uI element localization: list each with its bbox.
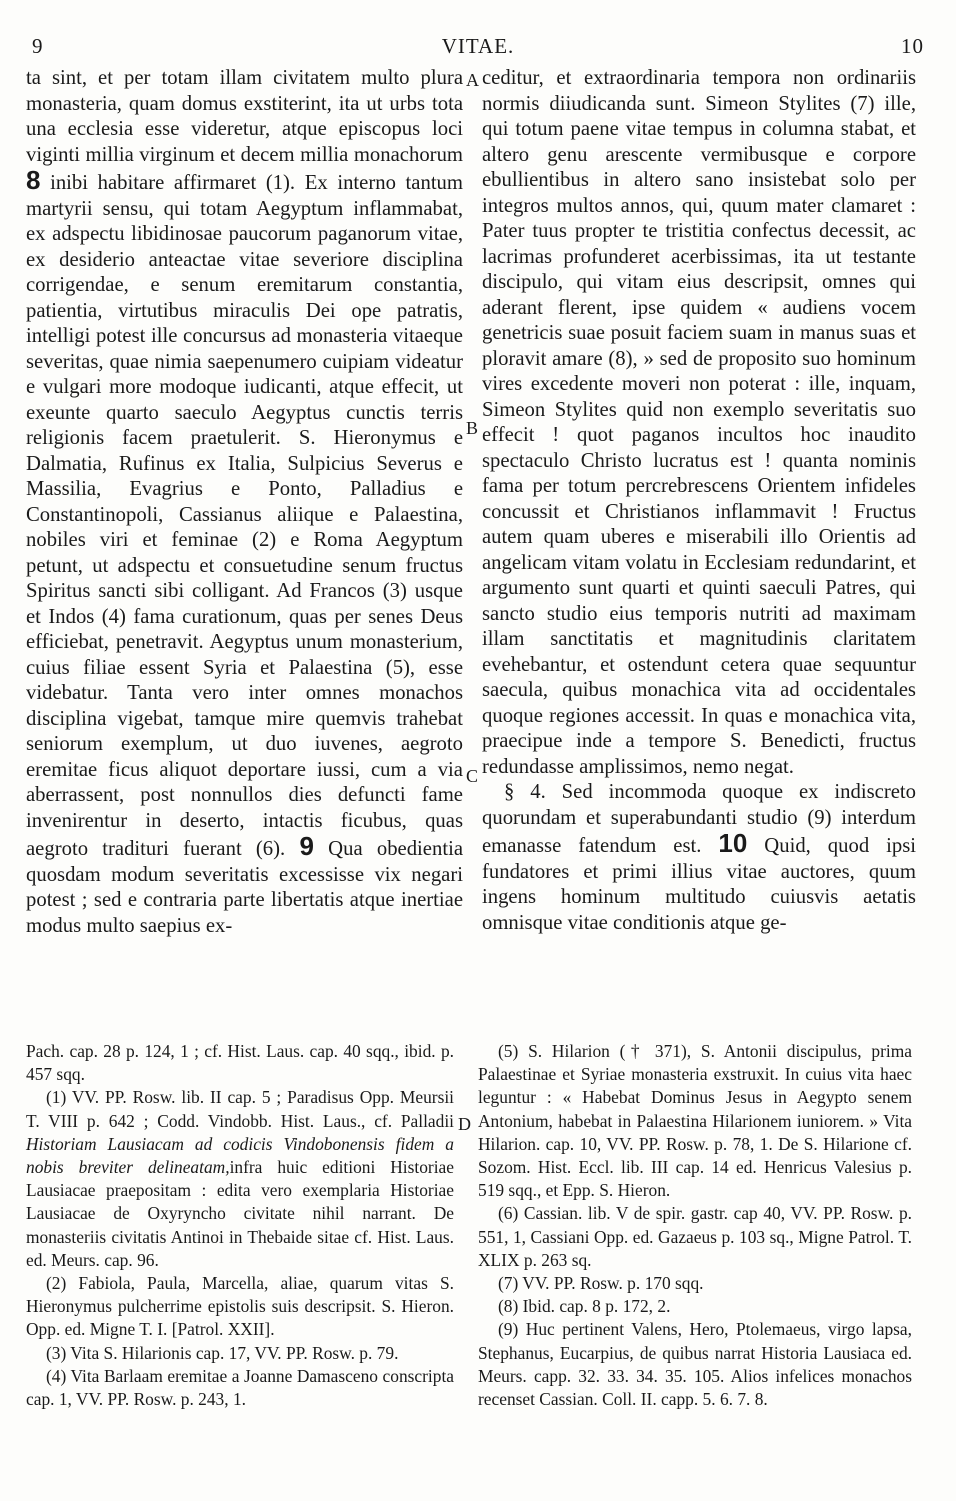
margin-marker-b: B <box>466 418 479 438</box>
right-column-paragraph-2 <box>482 780 916 936</box>
running-title: VITAE. <box>441 34 515 58</box>
footnote-1-text-a: (1) VV. PP. Rosw. lib. II cap. 5 ; Paradisus Opp. Meursii T. VIII p. 642 ; Codd. Vindobb. Hist. Laus., cf. Palladii <box>26 1087 454 1131</box>
footnote-2: (2) Fabiola, Paula, Marcella, aliae, quarum vitas S. Hieronymus pulcherrime epistolis suis descripsit. S. Hieron. Opp. ed. Migne T. I. [Patrol. XXII]. <box>26 1273 454 1340</box>
footnote-6: (6) Cassian. lib. V de spir. gastr. cap 40, VV. PP. Rosw. p. 551, 1, Cassiani Opp. ed. Gazaeus p. 103 sq., Migne Patrol. T. XLIX p. 263 sq. <box>478 1203 912 1270</box>
left-text-segment-2: inibi habitare affirmaret (1). Ex interno tantum martyrii sensu, qui totam Aegyptum inflammabat, ex adspectu libidinosae paucorum paganorum vitae, ex desiderio anteactae vitae severiore disciplina corrigendae, e senum eremitarum constantia, patientia, virtutibus miraculis Dei ope patratis, intelligi potest ille concursus ad monasteria vitaeque severitas, quae nimia saepenumero cuipiam videatur e vulgari more modoque iudicanti, atque effecit, ut exeunte quarto saeculo Aegyptus cunctis terris religionis facem praetulerit. S. Hieronymus e Dalmatia, Rufinus ex Italia, Sulpicius Severus e Massilia, Evagrius e Ponto, Palladius e Constantinopoli, Cassianus aliique e Palaestina, nobiles viri et feminae (2) e Roma Aegyptum petunt, ut adspectu et consuetudine senum fructus Spiritus sancti sibi colligant. Ad Francos (3) usque et Indos (4) fama curationum, quas per senes Deus efficiebat, penetravit. Aegyptus unum monasterium, cuius filiae essent Syria et Palaestina (5), esse videbatur. Tanta vero inter omnes monachos disciplina vigebat, tamque mire quemvis trahebat seniorum exemplum, ut duo iuvenes, aegroto eremitae ficus aliquot deportare iussi, cum a via aberrassent, post nonnullos dies defuncti fame invenirentur in deserto, intactis ficubus, quas aegroto traditurі fuerant (6). <box>26 172 463 860</box>
footnote-1 <box>26 1086 454 1272</box>
footnotes-left <box>26 1040 454 1411</box>
section-4-text: § 4. Sed incommoda quoque ex indiscreto quorundam et superabundanti studio (9) interdum emanasse fatendum est. <box>482 781 916 857</box>
left-column-paragraph <box>26 66 463 939</box>
footnote-9: (9) Huc pertinent Valens, Hero, Ptolemaeus, virgo lapsa, Stephanus, Eucarpius, de quibus narrat Historia Lausiaca ed. Meurs. capp. 32. 33. 34. 35. 105. Alios infelices monachos recenset Cassian. Coll. II. capp. 5. 6. 7. 8. <box>478 1319 912 1410</box>
page-number-left: 9 <box>32 34 44 58</box>
section-number-10: 10 <box>718 828 748 858</box>
footnote-8: (8) Ibid. cap. 8 p. 172, 2. <box>498 1296 671 1317</box>
left-text-segment-3: Qua obedientia quosdam modum severitatis excessisse vix negari potest ; sed e contraria parte libertatis atque inertiae modus multo saepius ex- <box>26 838 464 937</box>
section-number-8: 8 <box>26 165 41 195</box>
running-header <box>32 34 924 64</box>
right-text-segment-2: Quid, quod ipsi fundatores et primi illius vitae auctores, quum ingens hominum multitudo cuiusvis aetatis omnisque vitae conditionis atque ge- <box>482 835 916 934</box>
footnote-1-italic: Historiam Lausiacam ad codicis Vindobonensis fidem a nobis breviter delineatam, <box>26 1133 454 1178</box>
left-text-segment-1: ta sint, et per totam illam civitatem multo plura monasteria, quam domus exstiterint, ita ut urbs tota una ecclesia esse videretur, atque episcopus loci viginti millia virginum et decem millia monachorum <box>26 67 463 166</box>
footnote-continuation: Pach. cap. 28 p. 124, 1 ; cf. Hist. Laus. cap. 40 sqq., ibid. p. 457 sqq. <box>26 1041 454 1085</box>
footnote-1-text-b: infra huic editioni Historiae Lausiacae praepositam : edita vero exemplaria Historiae Lausiacae de Oxyryncho civitate nihil narrant. De monasteriis civitatis Antinoi in Thebaide sitae cf. Hist. Laus. ed. Meurs. cap. 96. <box>26 1157 454 1270</box>
right-column-paragraph-1 <box>482 66 916 780</box>
margin-marker-a: A <box>466 70 479 90</box>
margin-marker-c: C <box>466 766 479 786</box>
footnotes-right <box>478 1040 912 1411</box>
margin-marker-d: D <box>458 1114 471 1134</box>
section-number-9: 9 <box>299 831 314 861</box>
footnote-3: (3) Vita S. Hilarionis cap. 17, VV. PP. Rosw. p. 79. <box>46 1342 399 1363</box>
footnote-7: (7) VV. PP. Rosw. p. 170 sqq. <box>498 1273 704 1294</box>
page-number-right: 10 <box>901 34 924 58</box>
left-text-column <box>26 66 463 939</box>
right-text-column <box>482 66 916 936</box>
footnote-5: (5) S. Hilarion († 371), S. Antonii discipulus, prima Palaestinae et Syriae monasteria exstruxit. In cuius vita haec leguntur : « Habebat Dominus Jesus in Aegypto senem Antonium, habebat in Palaestina Hilarionem iuniorem. » Vita Hilarion. cap. 10, VV. PP. Rosw. p. 78, 1. De S. Hilarione cf. Sozom. Hist. Eccl. lib. III cap. 14 ed. Henricus Valesius p. 519 sqq., et Epp. S. Hieron. <box>478 1041 912 1201</box>
footnote-4: (4) Vita Barlaam eremitae a Joanne Damasceno conscripta cap. 1, VV. PP. Rosw. p. 243, 1. <box>26 1365 454 1410</box>
right-text-segment-1: ceditur, et extraordinaria tempora non ordinariis normis diiudicanda sunt. Simeon Stylites (7) ille, qui totum paene vitae tempus in columna stabat, et altero genu arescente vermibusque e corpore ebullientibus in altero sano insistebat solo per integros multos annos, qui, quum mater clamaret : Pater tuus propter te tristitia confectus decessit, ac lacrimas profunderet acerbissimas, ita ut testante discipulo, qui vitam eius descripsit, omnes qui aderant flerent, ipse quidem « audiens vocem genetricis suae posuit faciem suam in manus suas et ploravit amare (8), » sed de proposito suo hominum vires excedente moveri non poterat : ille, inquam, Simeon Stylites quid non exemplo severitatis suo effecit ! quot paganos incultos hoc inaudito spectaculo Christo lucratus est ! quanta nominis fama per totum percrebrescens Orientem infideles concussit et Christianos inflammavit ! Fructus autem quam uberes e miserabili illo Orientis ad angelicam vitam volatu in Ecclesiam redundarint, et argumento sunt quarti et quinti saeculi Patres, qui sancto studio eius temporis nutriti ad maximam illam sanctitatis et magnitudinis claritatem evehebantur, et ostendunt cetera quae sequuntur saecula, quibus monachica vita ad occidentales quoque regiones accessit. In quas e monachica vita, praecipue inde a tempore S. Benedicti, fructus redundasse amplissimos, nemo negat. <box>482 67 916 778</box>
